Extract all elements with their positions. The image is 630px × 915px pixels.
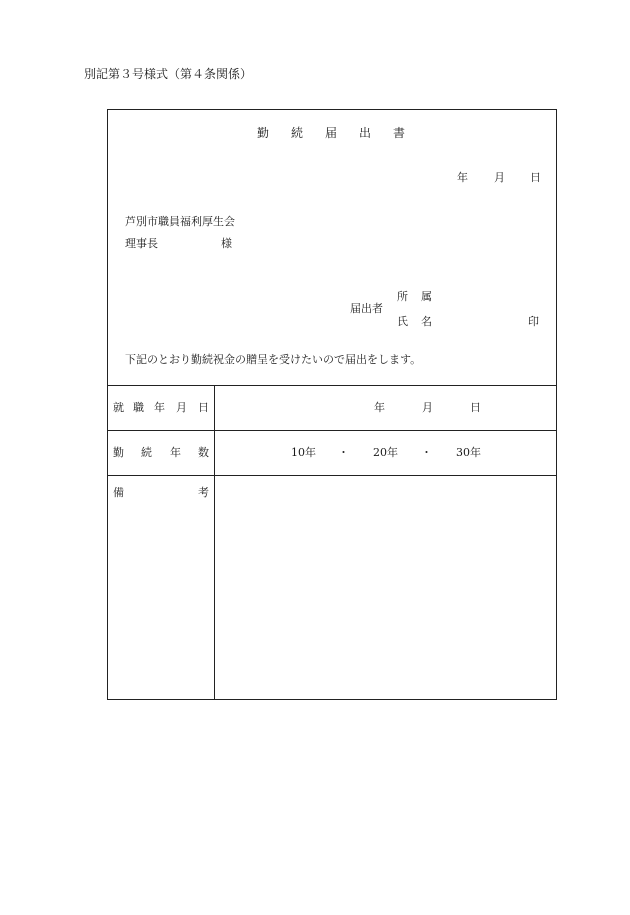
form-title-char: 勤 bbox=[257, 126, 270, 140]
form-title-char: 続 bbox=[291, 126, 304, 140]
table-column-rule bbox=[214, 385, 215, 700]
years-option-30: 30年 bbox=[456, 446, 481, 459]
affiliation-label-char: 所 bbox=[397, 290, 408, 303]
years-option-20: 20年 bbox=[373, 446, 398, 459]
addressee-organization: 芦別市職員福利厚生会 bbox=[125, 215, 235, 228]
date-year-label: 年 bbox=[457, 171, 468, 184]
affiliation-label-char: 属 bbox=[421, 290, 432, 303]
table-row-rule bbox=[107, 430, 557, 431]
employment-date-label-char: 就 bbox=[113, 401, 124, 414]
table-row-rule bbox=[107, 475, 557, 476]
name-label-char: 名 bbox=[421, 315, 432, 328]
years-option-separator: ・ bbox=[338, 446, 349, 459]
form-title-char: 書 bbox=[393, 126, 406, 140]
addressee-title: 理事長 bbox=[125, 237, 158, 250]
employment-date-label-char: 日 bbox=[198, 401, 209, 414]
remarks-field[interactable] bbox=[216, 477, 555, 698]
remarks-label-char: 考 bbox=[198, 486, 209, 499]
years-of-service-label-char: 続 bbox=[141, 446, 152, 459]
years-option-separator: ・ bbox=[421, 446, 432, 459]
years-of-service-label-char: 勤 bbox=[113, 446, 124, 459]
employment-day-label: 日 bbox=[470, 401, 481, 414]
remarks-label-char: 備 bbox=[113, 486, 124, 499]
table-top-rule bbox=[107, 385, 557, 386]
applicant-label: 届出者 bbox=[350, 302, 383, 315]
seal-label: 印 bbox=[528, 315, 539, 328]
addressee-honorific: 様 bbox=[221, 237, 232, 250]
statement-text: 下記のとおり勤続祝金の贈呈を受けたいので届出をします。 bbox=[125, 353, 422, 366]
date-month-label: 月 bbox=[494, 171, 505, 184]
employment-year-label: 年 bbox=[374, 401, 385, 414]
employment-month-label: 月 bbox=[422, 401, 433, 414]
employment-date-label-char: 月 bbox=[176, 401, 187, 414]
form-title-char: 届 bbox=[325, 126, 338, 140]
employment-date-label-char: 年 bbox=[154, 401, 165, 414]
form-title-char: 出 bbox=[359, 126, 372, 140]
years-of-service-label-char: 数 bbox=[198, 446, 209, 459]
years-of-service-label-char: 年 bbox=[170, 446, 181, 459]
years-option-10: 10年 bbox=[291, 446, 316, 459]
form-number-label: 別記第３号様式（第４条関係） bbox=[84, 67, 253, 81]
name-label-char: 氏 bbox=[397, 315, 408, 328]
date-day-label: 日 bbox=[530, 171, 541, 184]
employment-date-label-char: 職 bbox=[133, 401, 144, 414]
